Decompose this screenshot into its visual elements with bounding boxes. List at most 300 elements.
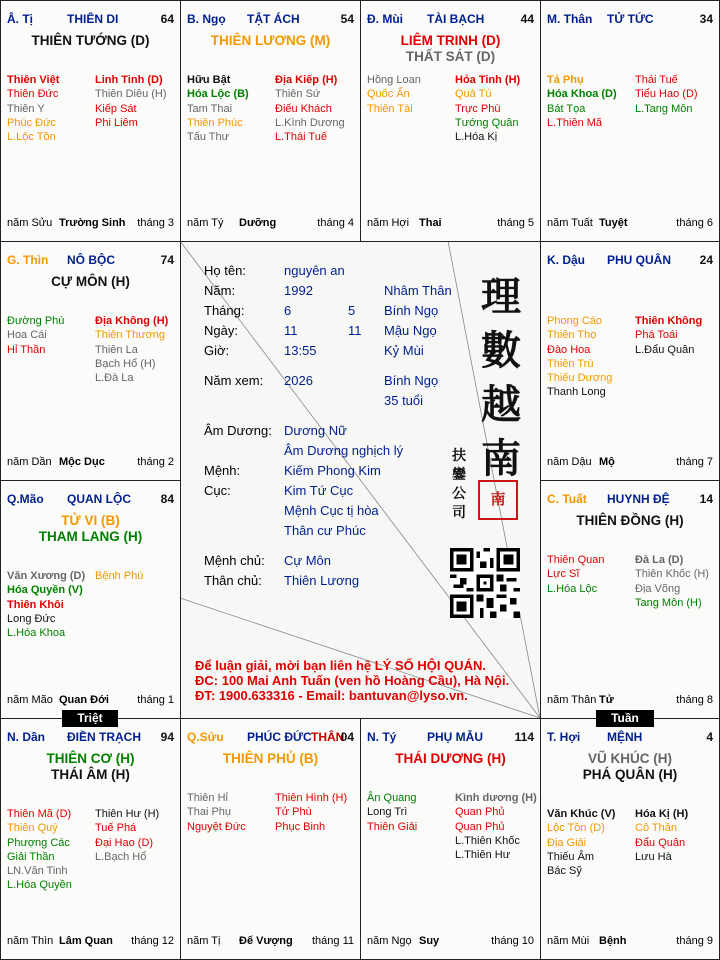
minor-star: Đẩu Quân: [635, 836, 686, 849]
palace-number: 94: [160, 730, 174, 744]
minor-star: L.Tang Môn: [635, 102, 693, 115]
life-stage: Bệnh: [599, 935, 627, 947]
life-stage: Trường Sinh: [59, 217, 126, 229]
minor-star: Bát Tọa: [547, 102, 586, 115]
year-label: năm Ngọ: [367, 935, 412, 947]
life-stage: Dưỡng: [239, 217, 277, 229]
left-minor-stars: [547, 807, 629, 878]
contact-line-3: ĐT: 1900.633316 - Email: bantuvan@lyso.vn.: [195, 688, 468, 703]
minor-star: LN.Văn Tinh: [7, 865, 68, 878]
minor-star: Tả Phụ: [547, 74, 584, 86]
minor-star: Thiên Đức: [7, 88, 59, 101]
palace-name: PHU QUÂN: [607, 253, 672, 267]
right-minor-stars: [635, 314, 717, 357]
palace-number: 44: [520, 12, 534, 26]
than-marker: THÂN: [311, 730, 345, 744]
main-stars: [361, 33, 540, 65]
year-label: năm Tý: [187, 217, 224, 229]
month-label: tháng 4: [317, 217, 354, 229]
palace-position: B. Ngọ: [187, 12, 226, 26]
palace-name: TÀI BẠCH: [427, 12, 485, 26]
main-stars: [1, 513, 180, 545]
than-chu-value: Thiên Lương: [284, 573, 360, 588]
hour-can: Kỷ Mùi: [384, 343, 424, 358]
palace-cell[interactable]: [0, 0, 181, 242]
main-star: LIÊM TRINH (D): [400, 33, 501, 48]
minor-star: Địa Kiếp (H): [275, 74, 338, 86]
minor-star: L.Thái Tuế: [275, 131, 327, 144]
calligraphy-char: 南: [481, 435, 521, 482]
small-calligraphy-char: 鑾: [452, 467, 466, 483]
palace-position: C. Tuất: [547, 492, 587, 506]
minor-star: Thiếu Dương: [547, 372, 613, 385]
menh-chu-label: Mệnh chủ:: [204, 553, 265, 568]
palace-number: 14: [699, 492, 713, 506]
minor-star: Thiếu Âm: [547, 850, 595, 863]
main-stars: [1, 274, 180, 290]
main-star: TỬ VI (B): [61, 513, 120, 528]
right-minor-stars: [635, 73, 717, 116]
minor-star: Linh Tinh (D): [95, 74, 163, 86]
left-minor-stars: [367, 73, 449, 116]
minor-star: Tiểu Hao (D): [635, 88, 698, 101]
year-label: năm Thìn: [7, 935, 54, 947]
palace-position: N. Tý: [367, 730, 397, 744]
minor-star: Quan Phủ: [455, 820, 505, 833]
day-solar: 11: [284, 323, 298, 338]
minor-star: Hồng Loan: [367, 74, 421, 86]
minor-star: Lưu Hà: [635, 850, 672, 863]
minor-star: Kiếp Sát: [95, 102, 137, 115]
palace-number: 54: [340, 12, 354, 26]
palace-name: TẬT ÁCH: [247, 12, 300, 26]
minor-star: Điếu Khách: [275, 102, 332, 115]
minor-star: Thiên Thương: [95, 329, 166, 342]
minor-star: Bệnh Phù: [95, 570, 144, 582]
palace-name: QUAN LỘC: [67, 492, 131, 506]
minor-star: Thai Phụ: [187, 806, 232, 819]
palace-position: Q.Sửu: [187, 730, 224, 744]
year-label: năm Thân: [547, 694, 597, 706]
red-seal-stamp: 南: [478, 480, 518, 520]
palace-header: [547, 253, 713, 269]
minor-star: Thiên Quan: [547, 554, 605, 566]
palace-cell[interactable]: [0, 480, 181, 719]
main-star: THÁI ÂM (H): [51, 767, 130, 782]
minor-star: Nguyệt Đức: [187, 820, 246, 833]
palace-footer: [367, 935, 534, 949]
minor-star: Hỏa Tinh (H): [455, 74, 521, 86]
palace-header: [547, 730, 713, 746]
minor-star: Địa Giải: [547, 836, 587, 849]
minor-star: L.Hóa Kị: [455, 131, 498, 144]
palace-number: 24: [699, 253, 713, 267]
year-label: năm Mùi: [547, 935, 590, 947]
minor-star: Đà La (D): [635, 554, 684, 566]
palace-name: TỬ TỨC: [607, 12, 654, 26]
palace-cell[interactable]: [540, 480, 720, 719]
cuc-label: Cục:: [204, 483, 231, 498]
month-label: tháng 3: [137, 217, 174, 229]
palace-footer: [187, 217, 354, 231]
small-calligraphy: [452, 447, 468, 523]
palace-cell[interactable]: [180, 718, 361, 960]
minor-star: Quan Phủ: [455, 806, 505, 819]
month-label: tháng 1: [137, 694, 174, 706]
minor-star: Tam Thai: [187, 102, 233, 115]
palace-header: [367, 12, 534, 28]
minor-star: L.Thiên Hư: [455, 849, 511, 862]
month-label: tháng 11: [311, 935, 354, 947]
palace-cell[interactable]: [0, 718, 181, 960]
month-label: tháng 8: [676, 694, 713, 706]
small-calligraphy-char: 公: [452, 486, 466, 502]
minor-star: L.Hóa Lộc: [547, 582, 598, 595]
minor-star: Ân Quang: [367, 792, 417, 804]
minor-star: Kình dương (H): [455, 792, 537, 804]
minor-star: Bạch Hổ (H): [95, 357, 156, 370]
contact-line-1: Để luận giải, mời bạn liên hệ LÝ SỐ HỘI QUÁN.: [195, 658, 486, 673]
minor-star: L.Thiên Mã: [547, 116, 603, 129]
main-star: THIÊN ĐỒNG (H): [576, 513, 684, 528]
main-stars: [541, 751, 719, 783]
year-label: năm Mão: [7, 694, 53, 706]
main-star: THIÊN PHỦ (B): [222, 751, 319, 766]
year-value: 1992: [284, 283, 313, 298]
palace-cell[interactable]: [540, 241, 720, 481]
minor-star: Tuế Phá: [95, 822, 137, 835]
minor-star: Đường Phù: [7, 315, 65, 327]
hour-value: 13:55: [284, 343, 317, 358]
minor-star: Phi Liêm: [95, 116, 138, 129]
minor-star: L.Lộc Tồn: [7, 131, 56, 144]
minor-star: L.Đà La: [95, 372, 134, 385]
minor-star: Long Đức: [7, 612, 56, 625]
cuc-note-1: Mệnh Cục tị hòa: [284, 503, 379, 518]
palace-cell[interactable]: [180, 0, 361, 242]
main-star: VŨ KHÚC (H): [588, 751, 672, 766]
palace-footer: [7, 217, 174, 231]
minor-star: L.Hóa Khoa: [7, 627, 66, 640]
life-stage: Quan Đới: [59, 694, 109, 706]
calligraphy-logo: [469, 270, 533, 486]
palace-header: [187, 730, 354, 746]
palace-number: 114: [514, 730, 534, 744]
tuan-tag: Tuần: [596, 710, 654, 727]
left-minor-stars: [187, 791, 269, 834]
left-minor-stars: [187, 73, 269, 144]
main-star: THIÊN LƯƠNG (M): [210, 33, 331, 48]
view-year-value: 2026: [284, 373, 313, 388]
left-minor-stars: [547, 73, 629, 130]
day-lunar: 11: [348, 323, 362, 338]
main-stars: [1, 751, 180, 783]
palace-footer: [7, 935, 174, 949]
minor-star: Thiên Giải: [367, 820, 418, 833]
palace-header: [187, 12, 354, 28]
minor-star: Lực Sĩ: [547, 568, 580, 581]
age-value: 35 tuổi: [384, 393, 424, 408]
year-label: Năm:: [204, 283, 236, 298]
year-label: năm Dậu: [547, 456, 592, 468]
minor-star: Thiên Diêu (H): [95, 88, 167, 101]
minor-star: Phúc Đức: [7, 116, 56, 129]
life-stage: Tử: [599, 694, 614, 706]
palace-position: Q.Mão: [7, 492, 44, 506]
amduong-label: Âm Dương:: [204, 423, 272, 438]
minor-star: Thanh Long: [547, 386, 606, 399]
minor-star: Hóa Khoa (D): [547, 88, 617, 101]
minor-star: Trực Phù: [455, 102, 501, 115]
palace-cell[interactable]: [360, 0, 541, 242]
minor-star: Hỉ Thần: [7, 343, 46, 356]
palace-number: 84: [160, 492, 174, 506]
minor-star: Tướng Quân: [455, 116, 519, 129]
right-minor-stars: [635, 553, 717, 610]
minor-star: Phá Toái: [635, 329, 678, 342]
minor-star: Thiên Tài: [367, 102, 413, 115]
year-can: Nhâm Thân: [384, 283, 452, 298]
minor-star: Tang Môn (H): [635, 596, 702, 609]
left-minor-stars: [547, 553, 629, 596]
minor-star: L.Thiên Khốc: [455, 834, 520, 847]
minor-star: Thiên Khốc (H): [635, 568, 709, 581]
minor-star: Thiên Việt: [7, 74, 60, 86]
life-stage: Thai: [419, 217, 442, 229]
life-stage: Lâm Quan: [59, 935, 113, 947]
palace-footer: [547, 694, 713, 708]
palace-footer: [547, 935, 713, 949]
main-star: THÁI DƯƠNG (H): [395, 751, 506, 766]
name-label: Họ tên:: [204, 263, 246, 278]
main-star: THAM LANG (H): [38, 529, 143, 544]
palace-cell[interactable]: [360, 718, 541, 960]
palace-position: K. Dậu: [547, 253, 586, 267]
main-star: CỰ MÔN (H): [51, 274, 130, 289]
amduong-note: Âm Dương nghịch lý: [284, 443, 404, 458]
palace-footer: [7, 694, 174, 708]
month-label: Tháng:: [204, 303, 245, 318]
minor-star: Đại Hao (D): [95, 836, 154, 849]
right-minor-stars: [275, 73, 357, 144]
minor-star: L.Kình Dương: [275, 116, 345, 129]
calligraphy-char: 越: [481, 381, 521, 428]
minor-star: Thái Tuế: [635, 74, 678, 86]
month-label: tháng 2: [137, 456, 174, 468]
palace-header: [547, 492, 713, 508]
palace-cell[interactable]: [540, 718, 720, 960]
minor-star: Hóa Lộc (B): [187, 88, 249, 101]
minor-star: Thiên Không: [635, 315, 703, 327]
minor-star: Lộc Tồn (D): [547, 822, 605, 835]
palace-position: M. Thân: [547, 12, 593, 26]
minor-star: Văn Khúc (V): [547, 808, 616, 820]
view-year-label: Năm xem:: [204, 373, 264, 388]
right-minor-stars: [455, 791, 537, 862]
minor-star: Thiên Trù: [547, 357, 594, 370]
minor-star: Tấu Thư: [187, 131, 230, 144]
main-star: THIÊN CƠ (H): [46, 751, 135, 766]
menh-label: Mệnh:: [204, 463, 241, 478]
minor-star: Thiên Quý: [7, 822, 58, 835]
palace-header: [547, 12, 713, 28]
year-label: năm Tuất: [547, 217, 593, 229]
month-label: tháng 6: [676, 217, 713, 229]
palace-position: Â. Tị: [7, 12, 33, 26]
minor-star: Thiên Y: [7, 102, 45, 115]
left-minor-stars: [7, 807, 89, 893]
minor-star: Thiên Hư (H): [95, 808, 160, 820]
month-lunar: 5: [348, 303, 356, 318]
right-minor-stars: [95, 73, 177, 130]
palace-name: MỆNH: [607, 730, 643, 744]
right-minor-stars: [455, 73, 537, 144]
palace-header: [7, 492, 174, 508]
minor-star: Giải Thần: [7, 850, 55, 863]
month-label: tháng 9: [676, 935, 713, 947]
minor-star: Thiên La: [95, 343, 138, 356]
minor-star: Tử Phù: [275, 806, 312, 819]
small-calligraphy-char: 扶: [452, 448, 466, 464]
main-stars: [181, 751, 360, 767]
year-label: năm Dần: [7, 456, 52, 468]
minor-star: Phong Cáo: [547, 315, 603, 327]
palace-name: PHỤ MẪU: [427, 730, 483, 744]
qr-code-icon: [450, 548, 520, 618]
than-chu-label: Thân chủ:: [204, 573, 262, 588]
palace-header: [7, 730, 174, 746]
cuc-value: Kim Tứ Cục: [284, 483, 354, 498]
palace-footer: [367, 217, 534, 231]
minor-star: Quả Tú: [455, 88, 492, 101]
palace-name: THIÊN DI: [67, 12, 119, 26]
palace-number: 64: [160, 12, 174, 26]
main-star: PHÁ QUÂN (H): [582, 767, 678, 782]
minor-star: L.Đẩu Quân: [635, 343, 695, 356]
right-minor-stars: [95, 807, 177, 864]
name-value: nguyên an: [284, 263, 345, 278]
minor-star: Thiên Hình (H): [275, 792, 348, 804]
month-label: tháng 10: [491, 935, 534, 947]
left-minor-stars: [7, 73, 89, 144]
palace-name: PHÚC ĐỨC: [247, 730, 312, 744]
month-label: tháng 12: [131, 935, 174, 947]
minor-star: Đào Hoa: [547, 343, 591, 356]
palace-position: N. Dần: [7, 730, 46, 744]
left-minor-stars: [547, 314, 629, 400]
life-stage: Suy: [419, 935, 440, 947]
right-minor-stars: [635, 807, 717, 864]
minor-star: Thiên Sứ: [275, 88, 321, 101]
palace-number: 04: [340, 730, 354, 744]
month-label: tháng 5: [497, 217, 534, 229]
minor-star: Hoa Cái: [7, 329, 47, 342]
minor-star: L.Hóa Quyền: [7, 879, 72, 892]
palace-number: 74: [160, 253, 174, 267]
life-stage: Mộc Dục: [59, 456, 105, 468]
life-stage: Đế Vượng: [239, 935, 293, 947]
left-minor-stars: [367, 791, 449, 834]
menh-value: Kiếm Phong Kim: [284, 463, 381, 478]
cuc-note-2: Thân cư Phúc: [284, 523, 366, 538]
palace-footer: [7, 456, 174, 470]
minor-star: L.Bạch Hổ: [95, 850, 147, 863]
minor-star: Cô Thần: [635, 822, 677, 835]
hour-label: Giờ:: [204, 343, 230, 358]
minor-star: Hữu Bật: [187, 74, 231, 86]
minor-star: Phục Binh: [275, 820, 326, 833]
year-label: năm Hợi: [367, 217, 410, 229]
calligraphy-char: 理: [481, 273, 521, 320]
minor-star: Địa Không (H): [95, 315, 169, 327]
menh-chu-value: Cự Môn: [284, 553, 331, 568]
year-label: năm Sửu: [7, 217, 53, 229]
palace-name: NÔ BỘC: [67, 253, 115, 267]
view-year-can: Bính Ngọ: [384, 373, 439, 388]
minor-star: Thiên Khôi: [7, 598, 64, 611]
palace-number: 34: [699, 12, 713, 26]
palace-position: G. Thìn: [7, 253, 49, 267]
minor-star: Thiên Phúc: [187, 116, 243, 129]
palace-footer: [547, 217, 713, 231]
day-can: Mậu Ngọ: [384, 323, 437, 338]
month-solar: 6: [284, 303, 292, 318]
main-star: THẤT SÁT (D): [405, 49, 496, 64]
right-minor-stars: [275, 791, 357, 834]
minor-star: Thiên Hỉ: [187, 792, 228, 804]
palace-cell[interactable]: [540, 0, 720, 242]
right-minor-stars: [95, 314, 177, 385]
minor-star: Văn Xương (D): [7, 570, 86, 582]
minor-star: Long Trì: [367, 806, 408, 819]
minor-star: Thiên Thọ: [547, 329, 597, 342]
month-label: tháng 7: [676, 456, 713, 468]
minor-star: Bác Sỹ: [547, 865, 582, 878]
minor-star: Phượng Các: [7, 836, 70, 849]
contact-info: [195, 658, 509, 703]
life-stage: Mộ: [599, 456, 615, 468]
minor-star: Địa Võng: [635, 582, 681, 595]
right-minor-stars: [95, 569, 177, 583]
palace-header: [7, 253, 174, 269]
day-label: Ngày:: [204, 323, 238, 338]
palace-header: [367, 730, 534, 746]
palace-name: HUYNH ĐỆ: [607, 492, 670, 506]
main-stars: [181, 33, 360, 49]
main-stars: [1, 33, 180, 49]
minor-star: Hóa Quyền (V): [7, 584, 83, 597]
palace-position: Đ. Mùi: [367, 12, 403, 26]
amduong-value: Dương Nữ: [284, 423, 347, 438]
minor-star: Quốc Ấn: [367, 88, 410, 101]
minor-star: Thiên Mã (D): [7, 808, 72, 820]
palace-header: [7, 12, 174, 28]
left-minor-stars: [7, 569, 89, 640]
contact-line-2: ĐC: 100 Mai Anh Tuấn (ven hồ Hoàng Cầu), Hà Nội.: [195, 673, 510, 688]
month-can: Bính Ngọ: [384, 303, 439, 318]
main-stars: [361, 751, 540, 767]
palace-number: 4: [706, 730, 713, 744]
life-stage: Tuyệt: [599, 217, 628, 229]
palace-position: T. Hợi: [547, 730, 581, 744]
palace-footer: [187, 935, 354, 949]
main-stars: [541, 513, 719, 529]
main-star: THIÊN TƯỚNG (D): [31, 33, 150, 48]
palace-name: ĐIỀN TRẠCH: [67, 730, 141, 744]
calligraphy-char: 數: [481, 327, 521, 374]
triet-tag: Triệt: [62, 710, 118, 727]
palace-cell[interactable]: [0, 241, 181, 481]
